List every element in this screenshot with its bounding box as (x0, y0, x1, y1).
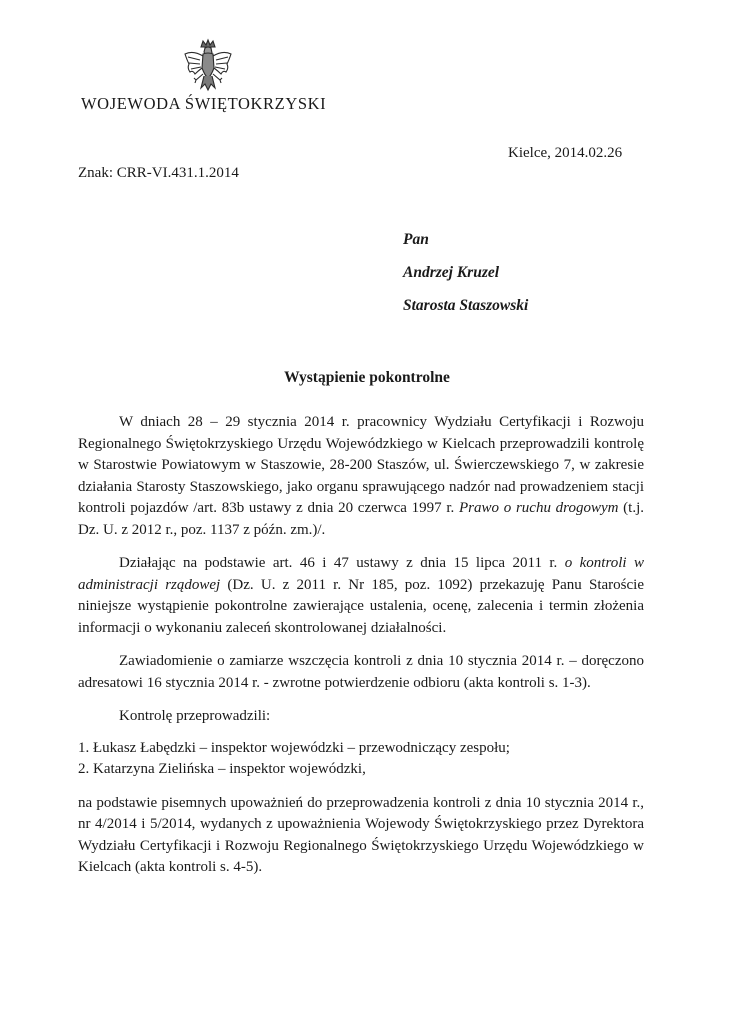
inspectors-list (78, 738, 644, 781)
letter-subject: Wystąpienie pokontrolne (284, 369, 450, 386)
addressee-salutation: Pan (403, 231, 429, 248)
paragraph-notification: Zawiadomienie o zamiarze wszczęcia kontroli z dnia 10 stycznia 2014 r. – doręczono adresatowi 16 stycznia 2014 r. - zwrotne potwierdzenie odbioru (akta kontroli s. 1-3). (78, 653, 644, 691)
paragraph-inspectors-intro: Kontrolę przeprowadzili: (119, 708, 271, 724)
act-title-traffic-law: Prawo o ruchu drogowym (459, 500, 619, 516)
issuer-name: WOJEWODA ŚWIĘTOKRZYSKI (81, 94, 327, 113)
addressee-title: Starosta Staszowski (403, 297, 529, 314)
addressee-block (403, 231, 528, 330)
list-item: 1. Łukasz Łabędzki – inspektor wojewódzki – przewodniczący zespołu; (78, 739, 510, 756)
paragraph-legal-basis: Działając na podstawie art. 46 i 47 ustawy z dnia 15 lipca 2011 r. o kontroli w administracji rządowej (Dz. U. z 2011 r. Nr 185, poz. 1092) przekazuję Panu Staroście niniejsze wystąpienie pokontrolne zawierające ustalenia, ocenę, zalecenia i termin złożenia informacji o wykonaniu zaleceń skontrolowanej działalności. (78, 555, 644, 636)
addressee-name: Andrzej Kruzel (403, 264, 500, 281)
paragraph-authorizations: na podstawie pisemnych upoważnień do przeprowadzenia kontroli z dnia 10 stycznia 2014 r., nr 4/2014 i 5/2014, wydanych z upoważnienia Wojewody Świętokrzyskiego przez Dyrektora Wydziału Certyfikacji i Rozwoju Regionalnego Świętokrzyskiego Urzędu Wojewódzkiego w Kielcach (akta kontroli s. 4-5). (78, 794, 644, 875)
place-and-date: Kielce, 2014.02.26 (508, 145, 623, 161)
act-title-control-law: o kontroli w administracji rządowej (78, 555, 644, 593)
reference-number: Znak: CRR-VI.431.1.2014 (78, 165, 239, 181)
letter-body (78, 412, 644, 879)
list-item: 2. Katarzyna Zielińska – inspektor wojewódzki, (78, 761, 366, 777)
paragraph-inspection-scope: W dniach 28 – 29 stycznia 2014 r. pracownicy Wydziału Certyfikacji i Rozwoju Regionalnego Świętokrzyskiego Urzędu Wojewódzkiego w Kielcach przeprowadzili kontrolę w Starostwie Powiatowym w Staszowie, 28-200 Staszów, ul. Świerczewskiego 7, w zakresie działania Starosty Staszowskiego, jako organu sprawującego nadzór nad prowadzeniem stacji kontroli pojazdów /art. 83b ustawy z dnia 20 czerwca 1997 r. Prawo o ruchu drogowym (t.j. Dz. U. z 2012 r., poz. 1137 z późn. zm.)/. (78, 414, 645, 538)
polish-eagle-emblem-icon (181, 38, 235, 98)
